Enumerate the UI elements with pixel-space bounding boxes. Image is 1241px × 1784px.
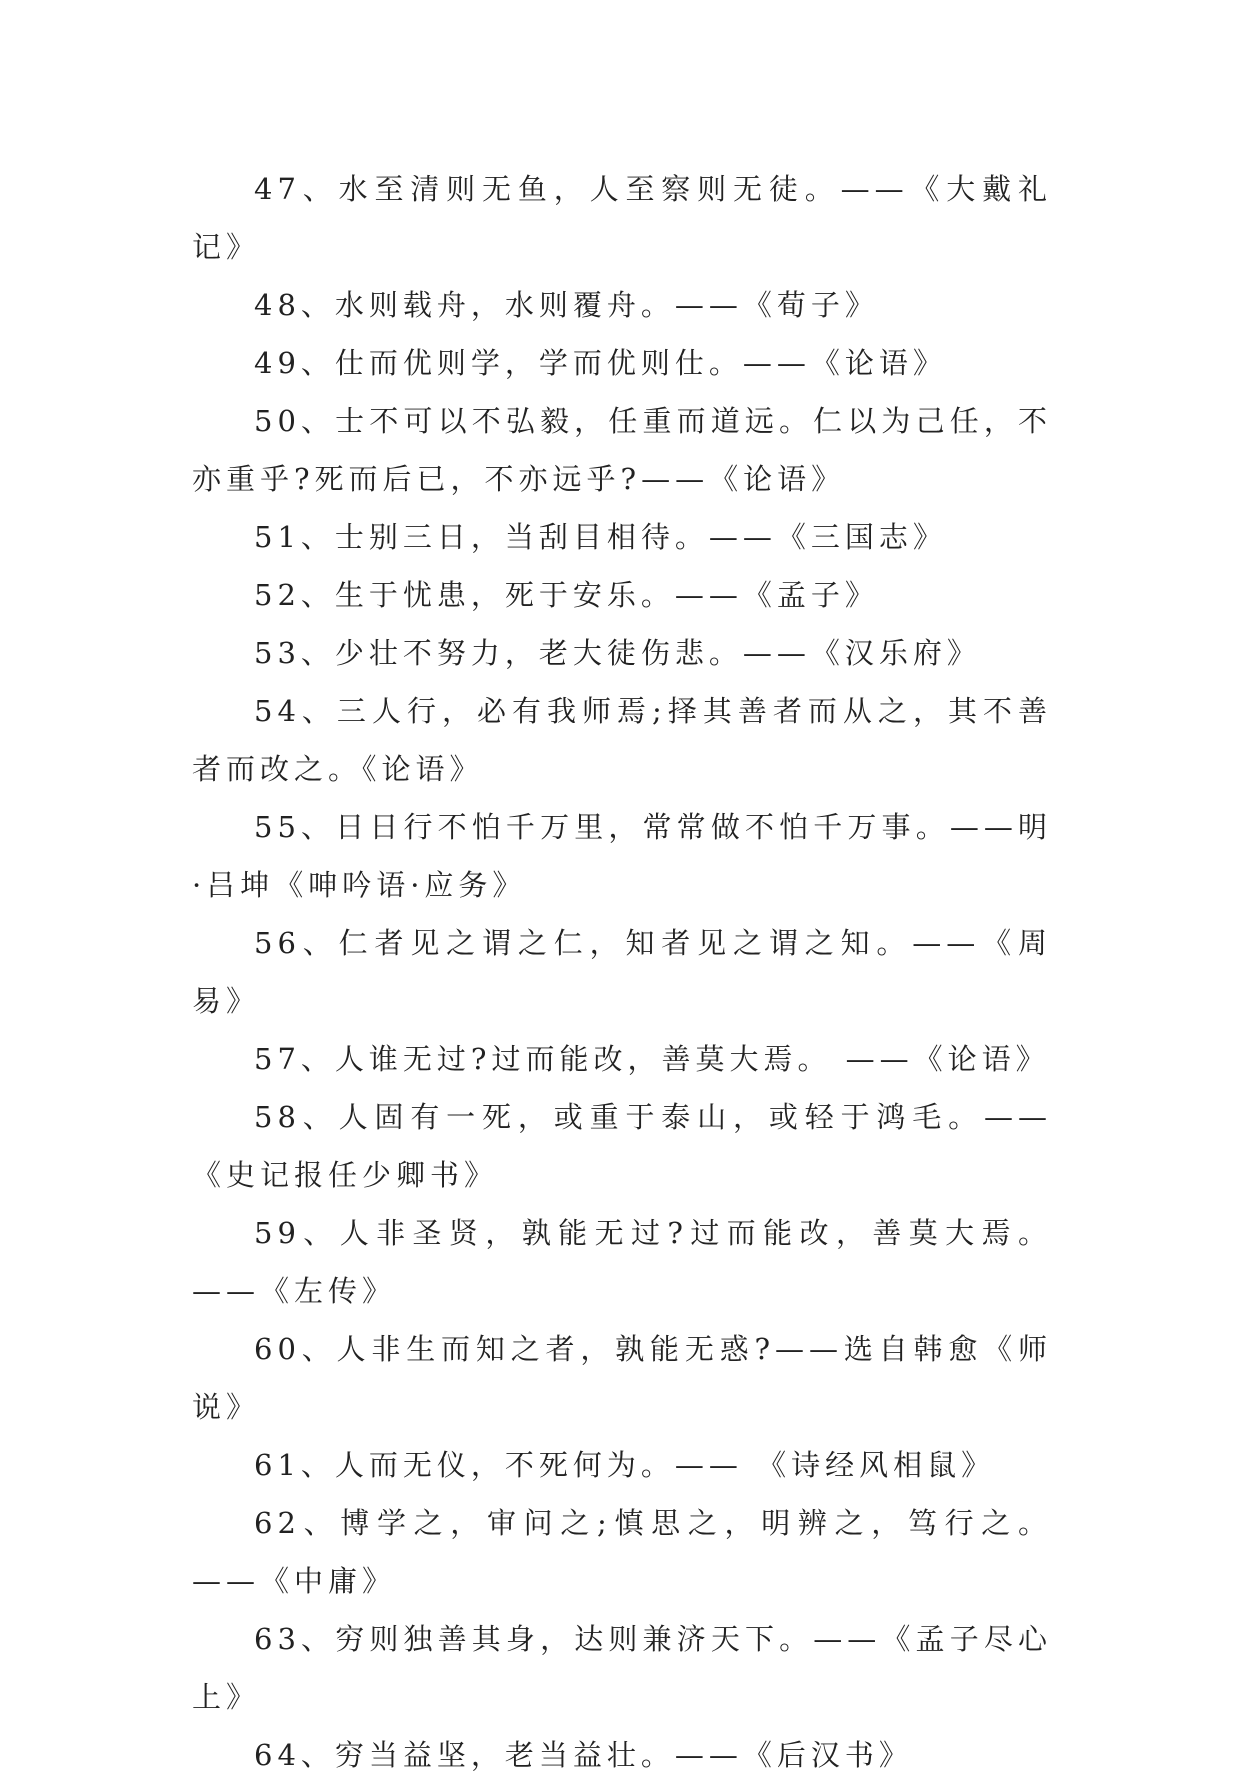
list-item: 48、水则载舟，水则覆舟。——《荀子》: [254, 288, 879, 322]
list-item: 64、穷当益坚，老当益壮。——《后汉书》: [254, 1738, 913, 1772]
list-item: 51、士别三日，当刮目相待。——《三国志》: [254, 520, 947, 554]
list-item: 63、穷则独善其身，达则兼济天下。——《孟子尽心上》: [192, 1622, 1052, 1714]
list-item: 55、日日行不怕千万里，常常做不怕千万事。——明·吕坤《呻吟语·应务》: [192, 810, 1052, 902]
list-item: 57、人谁无过?过而能改，善莫大焉。 ——《论语》: [254, 1042, 1050, 1076]
list-item: 56、仁者见之谓之仁，知者见之谓之知。——《周易》: [192, 926, 1052, 1018]
list-item: 54、三人行，必有我师焉;择其善者而从之，其不善者而改之。《论语》: [192, 694, 1052, 786]
list-item: 50、士不可以不弘毅，任重而道远。仁以为己任，不亦重乎?死而后已，不亦远乎?——《论语》: [192, 404, 1052, 496]
list-item: 49、仕而优则学，学而优则仕。——《论语》: [254, 346, 947, 380]
list-item: 58、人固有一死，或重于泰山，或轻于鸿毛。——《史记报任少卿书》: [192, 1100, 1052, 1192]
list-item: 62、博学之，审问之;慎思之，明辨之，笃行之。——《中庸》: [192, 1506, 1052, 1598]
list-item: 60、人非生而知之者，孰能无惑?——选自韩愈《师说》: [192, 1332, 1052, 1424]
list-item: 59、人非圣贤，孰能无过?过而能改，善莫大焉。——《左传》: [192, 1216, 1052, 1308]
list-item: 52、生于忧患，死于安乐。——《孟子》: [254, 578, 879, 612]
list-item: 47、水至清则无鱼，人至察则无徒。——《大戴礼记》: [192, 172, 1052, 264]
list-item: 61、人而无仪，不死何为。—— 《诗经风相鼠》: [254, 1448, 996, 1482]
quote-list: [192, 160, 1052, 1784]
list-item: 53、少壮不努力，老大徒伤悲。——《汉乐府》: [254, 636, 981, 670]
